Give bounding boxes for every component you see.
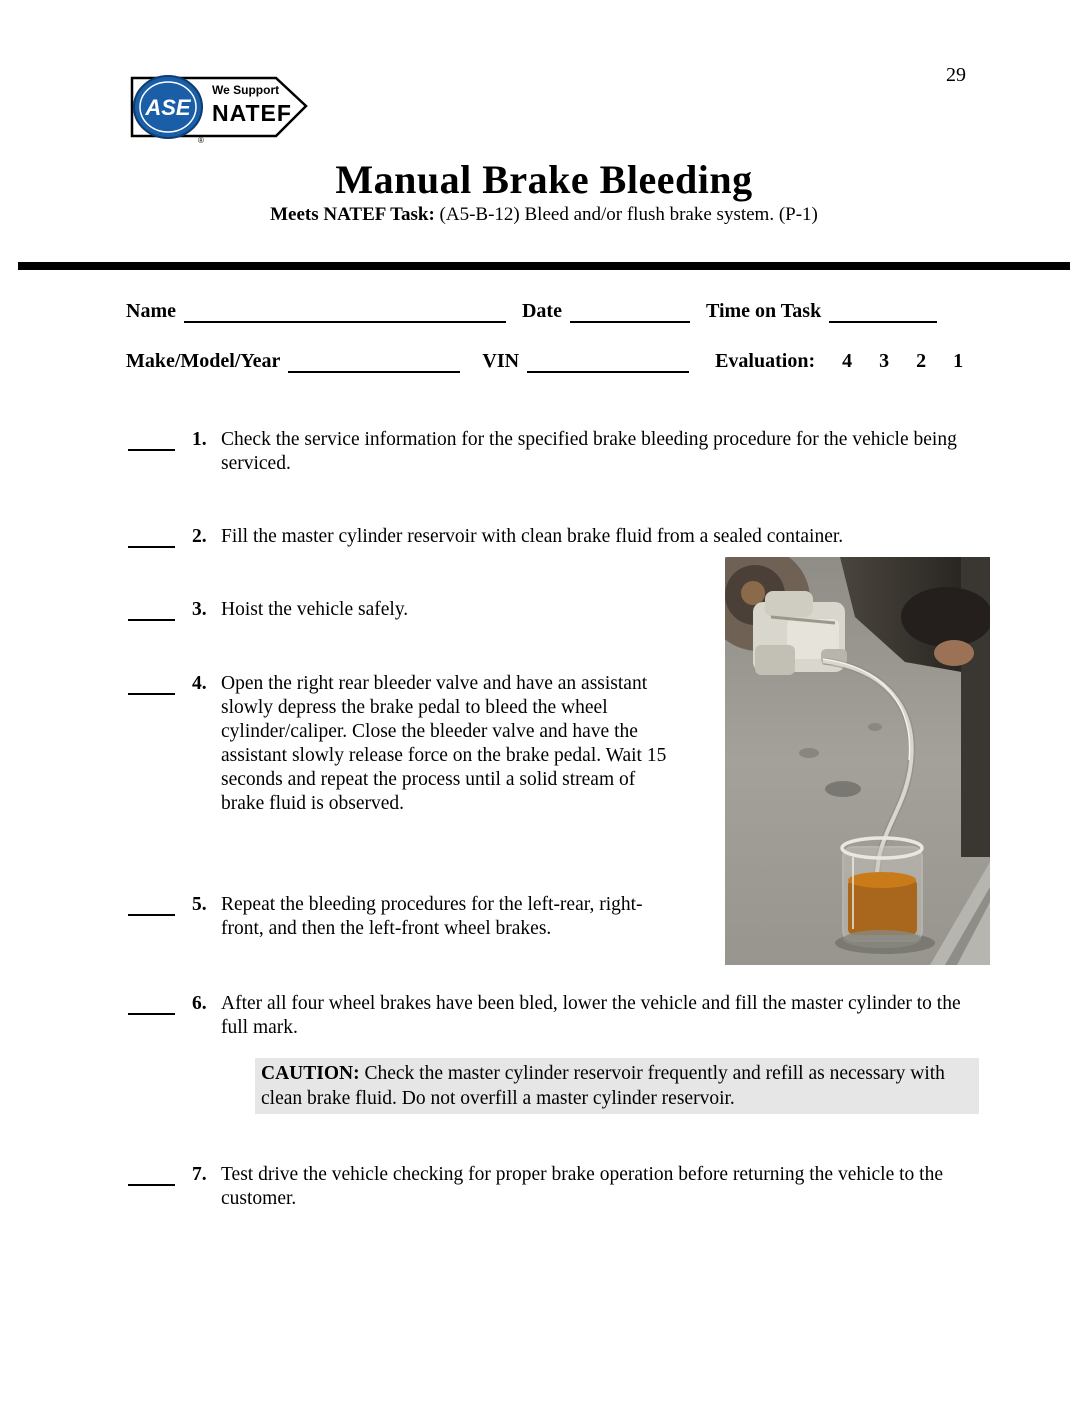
step-5-blank	[128, 893, 175, 916]
header-rule	[18, 262, 1070, 270]
make-model-year-label: Make/Model/Year	[126, 350, 281, 372]
step-1-number: 1.	[192, 429, 207, 450]
step-4-text: Open the right rear bleeder valve and have an assistant slowly depress the brake pedal to bleed the wheel cylinder/caliper. Close the bleeder valve and have the assistant slowly release force on the brake pedal. Wait 15 seconds and repeat the process until a solid stream of brake fluid is observed.	[221, 673, 667, 814]
step-7-text: Test drive the vehicle checking for proper brake operation before returning the vehicle to the customer.	[221, 1164, 943, 1209]
form-row-1	[126, 300, 945, 323]
caution-label: CAUTION:	[261, 1063, 360, 1084]
task-text: (A5-B-12) Bleed and/or flush brake system. (P-1)	[439, 204, 818, 225]
step-2-text: Fill the master cylinder reservoir with clean brake fluid from a sealed container.	[221, 526, 844, 547]
step-6-text: After all four wheel brakes have been bled, lower the vehicle and fill the master cylinder to the full mark.	[221, 993, 961, 1038]
natef-task-line	[0, 204, 1088, 226]
svg-text:®: ®	[198, 136, 204, 145]
make-model-year-blank	[288, 351, 460, 373]
evaluation-value-2: 2	[916, 350, 927, 372]
date-label: Date	[521, 300, 562, 322]
caution-text: Check the master cylinder reservoir frequently and refill as necessary with clean brake fluid. Do not overfill a master cylinder reservoir.	[261, 1063, 945, 1109]
natef-banner-icon	[128, 58, 310, 150]
step-3-number: 3.	[192, 599, 207, 620]
ase-natef-logo	[128, 58, 310, 150]
time-on-task-blank	[829, 301, 937, 323]
step-3-text: Hoist the vehicle safely.	[221, 599, 409, 620]
step-5	[128, 893, 661, 941]
page-title: Manual Brake Bleeding	[335, 157, 753, 202]
ase-text: ASE	[145, 95, 191, 120]
step-6-blank	[128, 992, 175, 1015]
step-5-number: 5.	[192, 894, 207, 915]
step-1	[128, 428, 971, 476]
step-2	[128, 525, 971, 549]
time-on-task-label: Time on Task	[705, 300, 822, 322]
step-2-blank	[128, 525, 175, 548]
step-6-number: 6.	[192, 993, 207, 1014]
step-1-text: Check the service information for the specified brake bleeding procedure for the vehicle being serviced.	[221, 429, 957, 474]
step-4-blank	[128, 672, 175, 695]
brake-bleeding-photo	[725, 557, 990, 965]
step-5-text: Repeat the bleeding procedures for the left-rear, right-front, and then the left-front wheel brakes.	[221, 894, 643, 939]
evaluation-value-1: 1	[953, 350, 964, 372]
task-label: Meets NATEF Task:	[270, 204, 435, 225]
evaluation-value-4: 4	[842, 350, 853, 372]
evaluation-value-3: 3	[879, 350, 890, 372]
step-7	[128, 1163, 971, 1211]
evaluation-label: Evaluation:	[715, 350, 816, 372]
step-6	[128, 992, 971, 1040]
date-blank	[570, 301, 690, 323]
form-row-2	[126, 350, 963, 373]
step-7-number: 7.	[192, 1164, 207, 1185]
vin-blank	[527, 351, 689, 373]
step-7-blank	[128, 1163, 175, 1186]
name-label: Name	[126, 300, 176, 322]
we-support-text: We Support	[212, 83, 280, 97]
step-4	[128, 672, 673, 816]
natef-text: NATEF	[212, 100, 292, 126]
step-2-number: 2.	[192, 526, 207, 547]
step-4-number: 4.	[192, 673, 207, 694]
name-blank	[184, 301, 506, 323]
step-1-blank	[128, 428, 175, 451]
vin-label: VIN	[482, 350, 520, 372]
caution-box	[255, 1058, 979, 1114]
step-3-blank	[128, 598, 175, 621]
page-number: 29	[946, 64, 966, 86]
